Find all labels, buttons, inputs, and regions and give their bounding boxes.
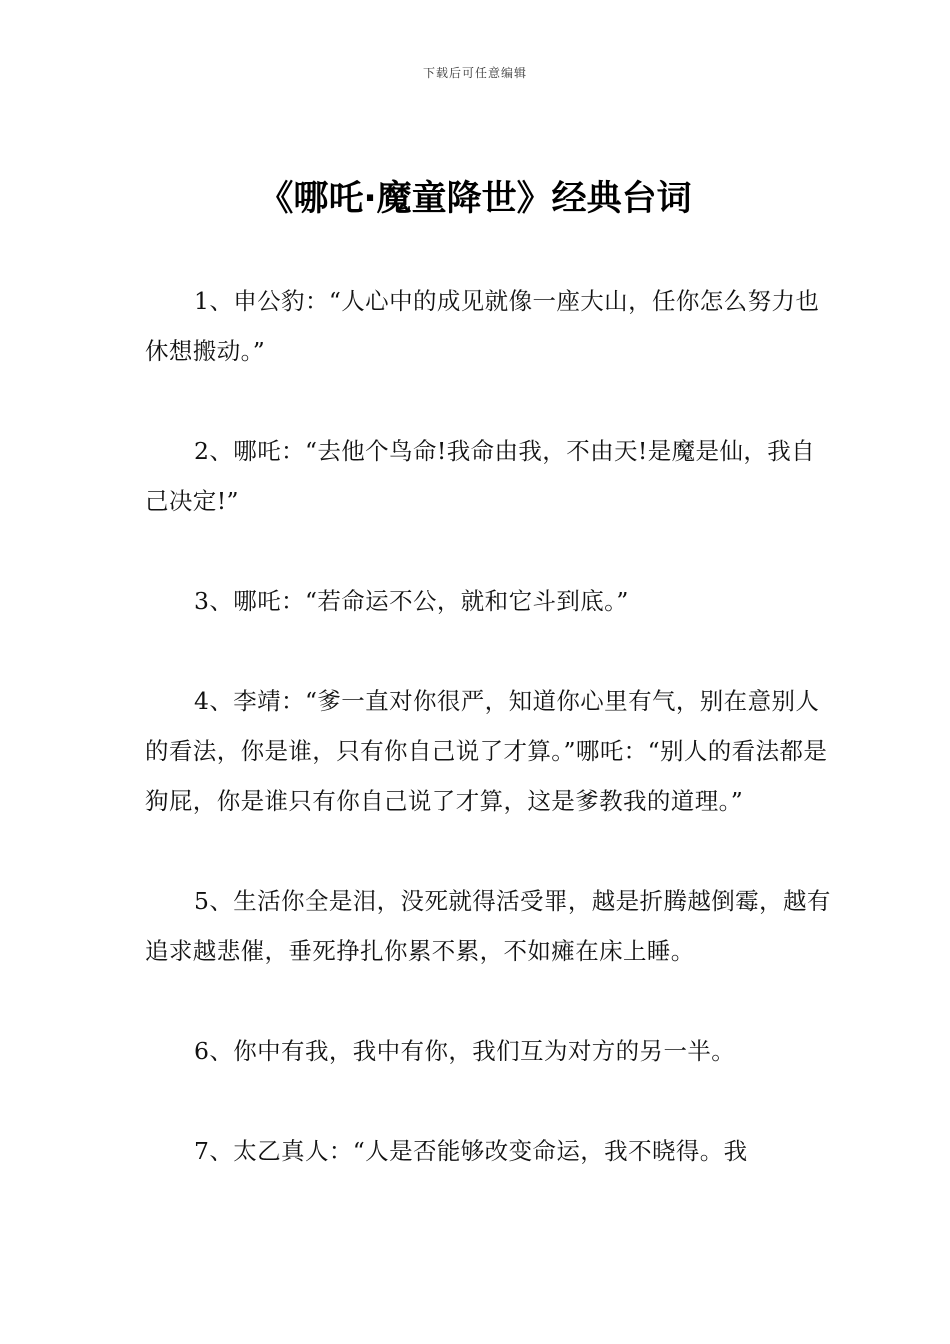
paragraph-1: 1、申公豹：“人心中的成见就像一座大山，任你怎么努力也休想搬动。” [145, 287, 820, 365]
document-title: 《哪吒·魔童降世》经典台词 [258, 179, 692, 219]
paragraph-4: 4、李靖：“爹一直对你很严，知道你心里有气，别在意别人的看法，你是谁，只有你自己说了才算。”哪吒：“别人的看法都是狗屁，你是谁只有你自己说了才算，这是爹教我的道理。” [145, 687, 828, 815]
paragraph-2: 2、哪吒：“去他个鸟命!我命由我，不由天!是魔是仙，我自己决定!” [145, 437, 816, 515]
document-body [145, 276, 835, 1226]
paragraph-3: 3、哪吒：“若命运不公，就和它斗到底。” [194, 587, 629, 615]
paragraph-5: 5、生活你全是泪，没死就得活受罪，越是折腾越倒霉，越有追求越悲催，垂死挣扎你累不累，不如瘫在床上睡。 [145, 887, 831, 965]
paragraph-6: 6、你中有我，我中有你，我们互为对方的另一半。 [194, 1037, 736, 1065]
page-header-note: 下载后可任意编辑 [422, 66, 527, 80]
paragraph-7: 7、太乙真人：“人是否能够改变命运，我不晓得。我 [194, 1137, 748, 1165]
